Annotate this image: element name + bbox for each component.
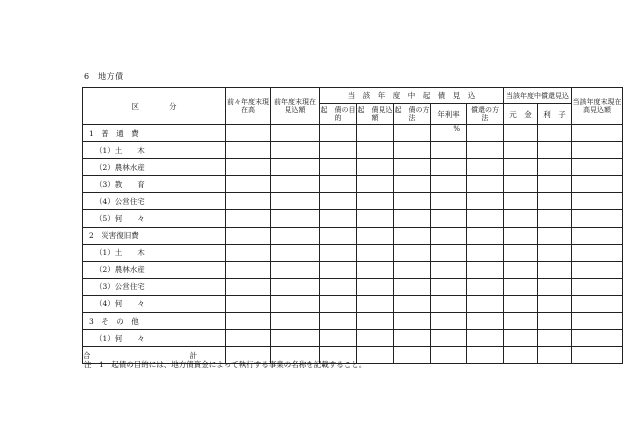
table-cell xyxy=(538,227,572,244)
table-cell xyxy=(538,295,572,312)
table-cell xyxy=(504,227,538,244)
table-cell xyxy=(467,210,504,227)
table-cell xyxy=(431,227,467,244)
table-cell xyxy=(538,176,572,193)
table-cell xyxy=(394,278,431,295)
table-cell xyxy=(226,125,271,142)
header-prev-balance: 前年度末現在見込額 xyxy=(271,88,320,125)
table-cell xyxy=(572,313,623,330)
header-issue-method: 起 債の方法 xyxy=(394,104,431,125)
table-cell xyxy=(226,176,271,193)
table-cell xyxy=(504,193,538,210)
table-cell xyxy=(394,125,431,142)
table-cell xyxy=(320,330,357,347)
table-row xyxy=(83,330,623,347)
table-cell xyxy=(504,125,538,142)
table-cell xyxy=(572,176,623,193)
table-cell xyxy=(431,295,467,312)
table-row xyxy=(83,159,623,176)
table-cell xyxy=(357,295,394,312)
table-cell xyxy=(320,125,357,142)
table-cell xyxy=(538,210,572,227)
table-cell xyxy=(504,244,538,261)
table-cell xyxy=(572,330,623,347)
table-cell xyxy=(271,210,320,227)
table-cell xyxy=(357,261,394,278)
table-cell xyxy=(357,193,394,210)
table-cell xyxy=(226,244,271,261)
table-cell xyxy=(320,210,357,227)
table-cell xyxy=(271,330,320,347)
header-year-end-balance: 当該年度末現在高見込額 xyxy=(572,88,623,125)
table-cell xyxy=(320,176,357,193)
table-cell xyxy=(394,295,431,312)
table-cell xyxy=(467,261,504,278)
table-cell xyxy=(320,227,357,244)
table-cell xyxy=(431,330,467,347)
total-label: 合 計 xyxy=(83,347,226,364)
table-cell xyxy=(504,159,538,176)
table-cell xyxy=(357,176,394,193)
table-cell xyxy=(431,313,467,330)
table-cell xyxy=(271,313,320,330)
table-row xyxy=(83,142,623,159)
header-issue-amount: 起 債見込額 xyxy=(357,104,394,125)
table-row xyxy=(83,227,623,244)
table-row xyxy=(83,313,623,330)
table-cell xyxy=(431,176,467,193)
table-cell xyxy=(572,142,623,159)
table-cell xyxy=(394,261,431,278)
table-cell xyxy=(572,159,623,176)
table-cell xyxy=(394,313,431,330)
local-bond-table xyxy=(82,87,623,364)
section-title: 6 地方債 xyxy=(84,72,124,81)
table-cell xyxy=(538,313,572,330)
table-cell xyxy=(320,261,357,278)
row-label: （4）公営住宅 xyxy=(83,193,226,210)
table-cell xyxy=(357,244,394,261)
row-label: （1）土 木 xyxy=(83,142,226,159)
table-cell xyxy=(431,210,467,227)
row-label: （3）教 育 xyxy=(83,176,226,193)
table-cell xyxy=(357,159,394,176)
table-cell xyxy=(538,142,572,159)
table-cell xyxy=(320,278,357,295)
table-cell xyxy=(504,176,538,193)
row-label: （3）公営住宅 xyxy=(83,278,226,295)
table-cell xyxy=(271,295,320,312)
table-cell xyxy=(431,142,467,159)
header-principal: 元 金 xyxy=(504,104,538,125)
table-cell xyxy=(538,159,572,176)
table-cell xyxy=(394,142,431,159)
table-cell xyxy=(320,159,357,176)
table-cell xyxy=(320,313,357,330)
header-prev2-balance: 前々年度末現在高 xyxy=(226,88,271,125)
footnote: 注 1 起債の目的には、地方債資金によって執行する事業の名称を記載すること。 xyxy=(84,360,367,369)
table-cell xyxy=(271,125,320,142)
table-cell xyxy=(504,278,538,295)
table-cell xyxy=(271,142,320,159)
percent-symbol: % xyxy=(453,125,460,133)
table-cell xyxy=(226,295,271,312)
header-interest: 利 子 xyxy=(538,104,572,125)
table-cell xyxy=(357,278,394,295)
table-cell xyxy=(394,227,431,244)
table-cell xyxy=(504,142,538,159)
table-cell xyxy=(467,193,504,210)
table-row xyxy=(83,176,623,193)
row-label: （1）何 々 xyxy=(83,330,226,347)
row-label: 2 災害復旧費 xyxy=(83,227,226,244)
table-cell xyxy=(226,142,271,159)
table-cell xyxy=(504,330,538,347)
table-cell xyxy=(572,210,623,227)
table-cell xyxy=(226,159,271,176)
table-cell xyxy=(226,278,271,295)
table-cell xyxy=(467,176,504,193)
row-label: （2）農林水産 xyxy=(83,261,226,278)
row-label: （4）何 々 xyxy=(83,295,226,312)
table-cell xyxy=(357,125,394,142)
table-cell xyxy=(504,210,538,227)
table-cell xyxy=(504,261,538,278)
table-cell xyxy=(467,330,504,347)
table-cell xyxy=(431,278,467,295)
table-row xyxy=(83,261,623,278)
table-cell xyxy=(538,261,572,278)
table-cell xyxy=(271,159,320,176)
table-cell xyxy=(271,176,320,193)
table-cell xyxy=(271,227,320,244)
header-category: 区 分 xyxy=(83,88,226,125)
table-cell xyxy=(320,295,357,312)
table-cell xyxy=(572,244,623,261)
table-cell xyxy=(394,330,431,347)
table-row xyxy=(83,244,623,261)
table-cell xyxy=(320,142,357,159)
table-cell xyxy=(572,261,623,278)
table-cell xyxy=(467,244,504,261)
row-label: （1）土 木 xyxy=(83,244,226,261)
table-cell xyxy=(226,313,271,330)
table-row xyxy=(83,295,623,312)
table-cell xyxy=(431,159,467,176)
table-cell xyxy=(467,227,504,244)
table-cell xyxy=(538,244,572,261)
header-issue-group: 当 該 年 度 中 起 債 見 込 xyxy=(320,88,504,104)
table-cell xyxy=(431,244,467,261)
table-cell xyxy=(504,313,538,330)
table-cell xyxy=(572,193,623,210)
table-cell xyxy=(394,244,431,261)
table-row xyxy=(83,125,623,142)
table-cell xyxy=(431,193,467,210)
row-label: （2）農林水産 xyxy=(83,159,226,176)
table-cell xyxy=(271,193,320,210)
row-label: （5）何 々 xyxy=(83,210,226,227)
table-cell xyxy=(226,330,271,347)
table-cell xyxy=(357,142,394,159)
table-cell xyxy=(357,227,394,244)
table-cell xyxy=(226,210,271,227)
table-cell xyxy=(320,244,357,261)
table-cell xyxy=(467,278,504,295)
header-repay-method: 償還の方 法 xyxy=(467,104,504,125)
table-cell xyxy=(572,278,623,295)
header-redeem-group: 当該年度中償還見込 xyxy=(504,88,572,104)
table-cell xyxy=(572,125,623,142)
table-cell xyxy=(226,227,271,244)
table-cell xyxy=(467,142,504,159)
table-row xyxy=(83,278,623,295)
table-cell xyxy=(271,244,320,261)
table-cell xyxy=(467,159,504,176)
table-cell xyxy=(226,193,271,210)
header-interest-rate: 年利率 xyxy=(431,104,467,125)
table-cell xyxy=(467,313,504,330)
table-cell xyxy=(572,227,623,244)
table-cell xyxy=(394,159,431,176)
table-cell xyxy=(504,295,538,312)
table-cell xyxy=(394,193,431,210)
table-cell xyxy=(538,125,572,142)
table-cell xyxy=(572,295,623,312)
table-cell xyxy=(538,278,572,295)
table-cell xyxy=(357,210,394,227)
table-cell xyxy=(271,278,320,295)
table-cell xyxy=(394,210,431,227)
table-cell xyxy=(226,261,271,278)
row-label: 3 そ の 他 xyxy=(83,313,226,330)
table-cell xyxy=(431,261,467,278)
table-cell xyxy=(538,330,572,347)
table-row xyxy=(83,193,623,210)
table-cell xyxy=(357,330,394,347)
table-cell xyxy=(394,176,431,193)
header-issue-purpose: 起 債の目的 xyxy=(320,104,357,125)
table-cell xyxy=(467,125,504,142)
table-cell xyxy=(271,261,320,278)
table-cell xyxy=(357,313,394,330)
table-cell xyxy=(538,193,572,210)
table-cell xyxy=(467,295,504,312)
table-cell xyxy=(320,193,357,210)
row-label: 1 普 通 費 xyxy=(83,125,226,142)
table-row xyxy=(83,210,623,227)
